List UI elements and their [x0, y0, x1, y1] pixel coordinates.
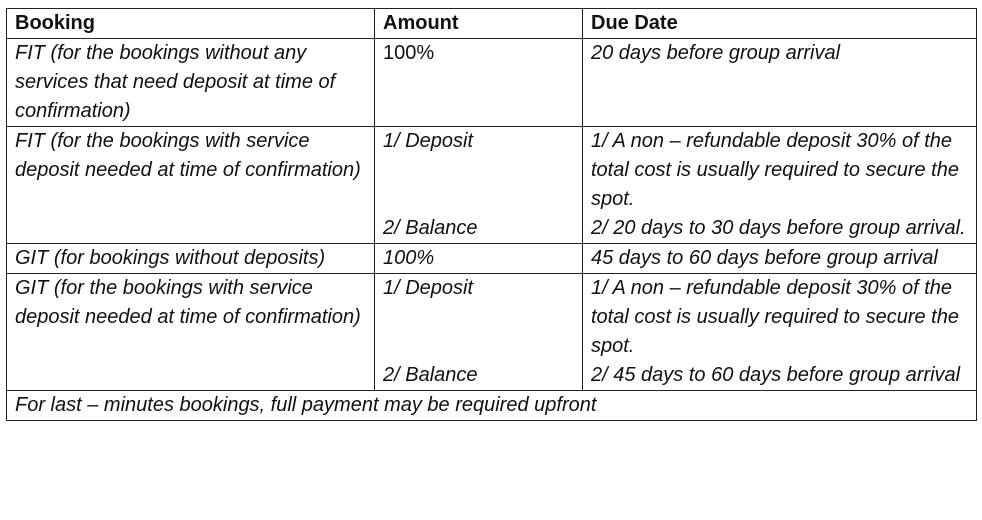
amount-spacer: [383, 332, 574, 361]
due-deposit: 1/ A non – refundable deposit 30% of the total cost is usually required to secure the spot.: [591, 130, 959, 210]
amount-balance: 2/ Balance: [383, 217, 478, 239]
amount-spacer: [383, 156, 574, 185]
booking-cell: FIT (for the bookings without any services that need deposit at time of confirmation): [7, 39, 375, 127]
due-date-cell: [583, 127, 977, 244]
payment-policy-table-wrapper: [6, 8, 977, 421]
booking-cell: FIT (for the bookings with service deposit needed at time of confirmation): [7, 127, 375, 244]
table-row: [7, 127, 977, 244]
footer-note: For last – minutes bookings, full payment may be required upfront: [7, 391, 977, 421]
amount-deposit: 1/ Deposit: [383, 277, 474, 299]
amount-cell: [375, 127, 583, 244]
table-row: [7, 39, 977, 127]
amount-spacer: [383, 303, 574, 332]
booking-cell: GIT (for the bookings with service deposit needed at time of confirmation): [7, 274, 375, 391]
due-balance: 2/ 45 days to 60 days before group arrival: [591, 364, 961, 386]
due-date-cell: 20 days before group arrival: [583, 39, 977, 127]
amount-cell: 100%: [375, 244, 583, 274]
table-row: [7, 274, 977, 391]
due-deposit: 1/ A non – refundable deposit 30% of the total cost is usually required to secure the spot.: [591, 277, 959, 357]
due-balance: 2/ 20 days to 30 days before group arrival.: [591, 217, 966, 239]
amount-balance: 2/ Balance: [383, 364, 478, 386]
amount-deposit: 1/ Deposit: [383, 130, 474, 152]
header-booking: Booking: [7, 9, 375, 39]
amount-spacer: [383, 185, 574, 214]
due-date-cell: 45 days to 60 days before group arrival: [583, 244, 977, 274]
table-row: [7, 244, 977, 274]
amount-cell: [375, 274, 583, 391]
amount-cell: 100%: [375, 39, 583, 127]
footer-row: [7, 391, 977, 421]
payment-policy-table: [6, 8, 977, 421]
due-date-cell: [583, 274, 977, 391]
header-due-date: Due Date: [583, 9, 977, 39]
booking-cell: GIT (for bookings without deposits): [7, 244, 375, 274]
header-amount: Amount: [375, 9, 583, 39]
header-row: [7, 9, 977, 39]
